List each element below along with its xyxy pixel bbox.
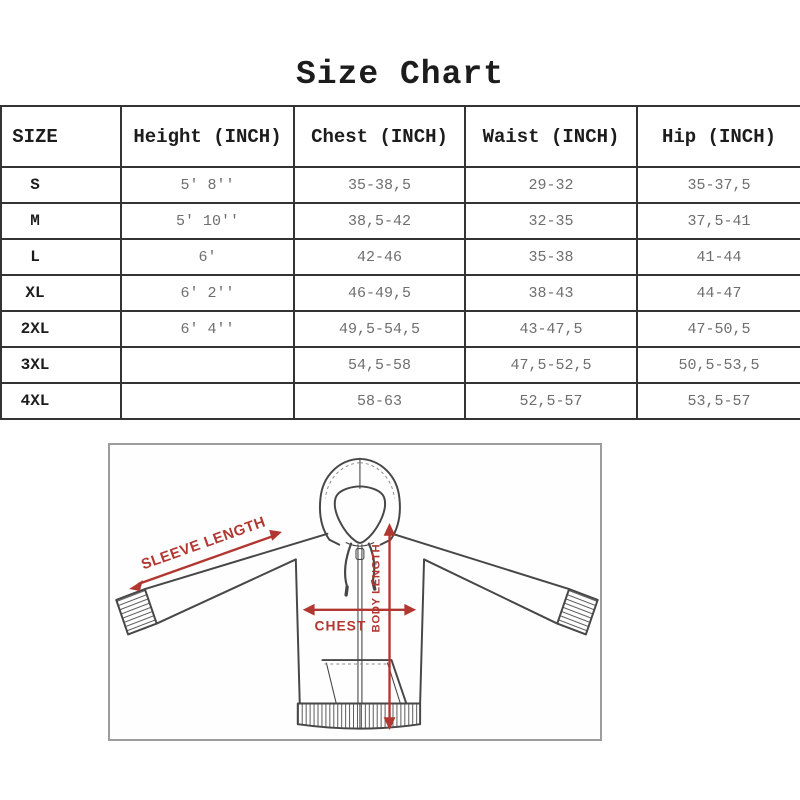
cell-height — [121, 347, 294, 383]
body-length-arrow — [371, 523, 396, 730]
size-chart-table — [0, 105, 800, 420]
page-title: Size Chart — [295, 56, 505, 93]
table-header-row — [1, 106, 800, 167]
measurement-diagram — [108, 443, 602, 741]
cell-hip: 47-50,5 — [637, 311, 800, 347]
cell-chest: 49,5-54,5 — [294, 311, 465, 347]
cell-size: M — [1, 203, 121, 239]
cell-hip: 44-47 — [637, 275, 800, 311]
cell-chest: 58-63 — [294, 383, 465, 419]
cell-hip: 37,5-41 — [637, 203, 800, 239]
cell-hip: 53,5-57 — [637, 383, 800, 419]
cell-waist: 47,5-52,5 — [465, 347, 637, 383]
table-row — [1, 203, 800, 239]
cell-waist: 29-32 — [465, 167, 637, 203]
cell-size: L — [1, 239, 121, 275]
header-chest: Chest (INCH) — [294, 106, 465, 167]
table-row — [1, 239, 800, 275]
cell-height: 6' 2'' — [121, 275, 294, 311]
sleeve-length-label: SLEEVE LENGTH — [139, 514, 269, 574]
cell-size: 2XL — [1, 311, 121, 347]
cell-hip: 35-37,5 — [637, 167, 800, 203]
chest-label: CHEST — [314, 617, 367, 634]
header-hip: Hip (INCH) — [637, 106, 800, 167]
cell-waist: 32-35 — [465, 203, 637, 239]
cell-chest: 35-38,5 — [294, 167, 465, 203]
cell-height: 6' 4'' — [121, 311, 294, 347]
cell-hip: 41-44 — [637, 239, 800, 275]
chest-arrow — [303, 604, 416, 634]
table-row — [1, 347, 800, 383]
body-length-label: BODY LENGTH — [370, 543, 383, 633]
cell-height: 6' — [121, 239, 294, 275]
cell-waist: 43-47,5 — [465, 311, 637, 347]
table-row — [1, 275, 800, 311]
hoodie-diagram — [110, 445, 600, 739]
cell-hip: 50,5-53,5 — [637, 347, 800, 383]
table-row — [1, 311, 800, 347]
cell-height: 5' 10'' — [121, 203, 294, 239]
table-row — [1, 167, 800, 203]
cell-size: S — [1, 167, 121, 203]
cell-size: 4XL — [1, 383, 121, 419]
table-row — [1, 383, 800, 419]
cell-chest: 42-46 — [294, 239, 465, 275]
cell-height: 5' 8'' — [121, 167, 294, 203]
cell-size: XL — [1, 275, 121, 311]
sleeve-length-arrow — [129, 514, 282, 591]
cell-waist: 35-38 — [465, 239, 637, 275]
cell-chest: 46-49,5 — [294, 275, 465, 311]
cell-height — [121, 383, 294, 419]
cell-chest: 38,5-42 — [294, 203, 465, 239]
header-waist: Waist (INCH) — [465, 106, 637, 167]
cell-size: 3XL — [1, 347, 121, 383]
header-size: SIZE — [1, 106, 121, 167]
cell-chest: 54,5-58 — [294, 347, 465, 383]
header-height: Height (INCH) — [121, 106, 294, 167]
stitch-lines — [324, 463, 394, 664]
cell-waist: 38-43 — [465, 275, 637, 311]
hoodie-outline — [145, 459, 569, 729]
cell-waist: 52,5-57 — [465, 383, 637, 419]
